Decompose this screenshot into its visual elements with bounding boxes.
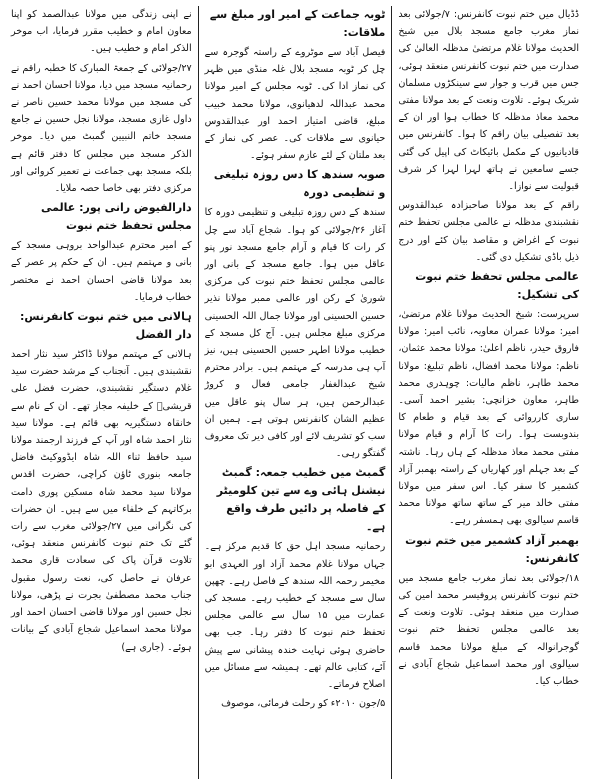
section-heading: ہالانی میں ختم نبوت کانفرنس: دار الفضل <box>20 310 192 342</box>
paragraph: ہالانی کے مہتمم مولانا ڈاکٹر سید نثار احمد نقشبندی ہیں۔ آنجناب کے مرشد حضرت سید غلام دستگیر نقشبندی، حضرت فضل علی قریشیؒ کے خلیفہ مجاز تھے۔ ان کے نام سے خانقاہ دستگیریہ بھی قائم ہے۔ مولانا سید نثار احمد شاہ اور آپ کے فرزند ارجمند مولانا سید حافظ ثناء اللہ شاہ ایڈووکیٹ فاضل جامعہ بنوری ٹاؤن کراچی، حضرت اقدس مولانا سید محمد شاہ مسکین پوری دامت برکاتہم کے خلفاء میں سے ہیں۔ ان حضرات کی نگرانی میں ۲۷/جولائی مغرب سے رات گئے تک ختم نبوت کانفرنس منعقد ہوئی، تلاوت قرآن پاک کی سعادت قاری محمد عرفان نے حاصل کی، نعت رسول مقبول جناب محمد مصطفیٰ بجرت نے پڑھی، مولانا نجل حسین اور مولانا قاضی احسان احمد اور مولانا محمد اسماعیل شجاع آبادی کے بیانات ہوئے۔ (جاری ہے) <box>10 349 192 653</box>
paragraph: ۵/جون ۲۰۱۰ء کو رحلت فرمائی، موصوف <box>221 698 386 710</box>
section-heading: ٹوبہ جماعت کے امیر اور مبلغ سے ملاقات: <box>209 8 386 39</box>
column-left <box>5 6 199 779</box>
paragraph: راقم کے بعد مولانا صاحبزادہ عبدالقدوس نقشبندی مدظلہ نے عالمی مجلس تحفظ ختم نبوت کے اغراض و مقاصد بیان کئے اور درج ذیل باڈی تشکیل دی گئی۔ <box>398 200 579 263</box>
section-heading: عالمی مجلس تحفظ ختم نبوت کی تشکیل: <box>415 270 579 302</box>
column-right <box>392 6 585 779</box>
section-heading: بھمبر آزاد کشمیر میں ختم نبوت کانفرنس: <box>405 533 579 565</box>
paragraph: سندھ کے دس روزہ تبلیغی و تنظیمی دورہ کا آغاز ۲۶/جولائی کو ہوا۔ شجاع آباد سے چل کر رات کا قیام و آرام جامع مسجد نور پنو عاقل میں ہوا۔ جامع مسجد کے بانی اور عالمی مجلس تحفظ ختم نبوت کی مرکزی شوریٰ کے رکن اور عالمی ممبر مولانا نذیر حسین الحسینی اور مولانا جمال اللہ الحسینی مرکزی مبلغ مجلس ہیں۔ آج کل مسجد کے خطیب مولانا اطہر حسین الحسینی ہیں، نیز آپ ہی مدرسہ کے مہتمم ہیں۔ برادر محترم شیخ عبدالغفار جامعی فعال و کروڑ عبدالرحمن ہیں، ہر سال پنو عاقل میں عظیم الشان کانفرنس ہوتی ہے۔ ہمیں ان سب کو تشریف لائے اور کافی دیر تک معروف گفتگو رہی۔ <box>204 207 386 460</box>
paragraph: نے اپنی زندگی میں مولانا عبدالصمد کو اپنا معاون امام و خطیب مقرر فرمایا، اب موخر الذکر امام و خطیب ہیں۔ <box>10 9 192 55</box>
section-heading: صوبہ سندھ کا دس روزہ تبلیغی و تنظیمی دورہ <box>213 168 386 200</box>
paragraph: ۲۷/جولائی کے جمعۃ المبارک کا خطبہ راقم نے رحمانیہ مسجد میں دیا، مولانا احسان احمد نے کی مسجد میں مولانا محمد حسین ناصر نے داول غازی مسجد، مولانا نجل حسین نے جامع مسجد خاتم النبیین گمبٹ میں دیا۔ موخر الذکر مسجد میں مجلس کا دفتر قائم ہے بلکہ مسجد بھی جماعت نے تعمیر کروائی اور مرکزی دفتر بھی خاصا حصہ ملایا۔ <box>10 62 192 195</box>
paragraph: ڈڈیال میں ختم نبوت کانفرنس: ۷/جولائی بعد نماز مغرب جامع مسجد بلال میں شیخ الحدیث مولانا غلام مرتضیٰ مدظلہ العالیٰ کی صدارت میں ختم نبوت کانفرنس منعقد ہوئی، جس میں قرب و جوار سے سینکڑوں مسلمان شریک ہوئے۔ تلاوت ونعت کے بعد مولانا مفتی محمد معاذ مدظلہ کا خطاب ہوا اور ان کے بعد تفصیلی بیان راقم کا ہوا۔ کانفرنس میں قادیانیوں کے مکمل بائیکاٹ کی اپیل کی گئی جسے سامعین نے ہاتھ لہرا لہرا کر شرف قبولیت سے نوازا۔ <box>398 9 579 193</box>
paragraph: سرپرست: شیخ الحدیث مولانا غلام مرتضیٰ، امیر: مولانا عمران معاویہ، نائب امیر: مولانا فاروق حیدر، ناظم اعلیٰ: مولانا محمد عثمان، ناظم: مولانا محمد افضال، ناظم تبلیغ: مولانا محمد طاہر، ناظم مالیات: چوہدری محمد طاہر، معاون خزانچی: بشیر احمد آسی۔ ساری کارروائی کے بعد قیام و طعام کا بندوبست ہوا۔ رات کا آرام و قیام مولانا مفتی محمد معاذ مدظلہ کے ہاں رہا۔ ناشتہ کے بعد جہلم اور کھاریاں کے راستہ بھمبر آزاد کشمیر کا سفر کیا۔ اس سفر میں مولانا مفتی خالد میر کے ساتھ ساتھ مولانا محمد قاسم سیالوی بھی ہمسفر رہے۔ <box>398 309 579 527</box>
paragraph: رحمانیہ مسجد اہل حق کا قدیم مرکز ہے۔ جہاں مولانا غلام محمد آزاد اور العہدی ابو مخیمر رحمہ اللہ سندھ کے فاصل رہے۔ چھپن سال سے مسجد کے خطیب رہے۔ مسجد کی عمارت میں ۱۵ سال سے عالمی مجلس تحفظ ختم نبوت کا دفتر رہا۔ جب بھی حاضری ہوئی نہایت خندہ پیشانی سے پیش آئے، کتابی عالم تھے۔ ہمیشہ سے مسائل میں اصلاح فرماتے۔ <box>204 541 386 691</box>
column-middle <box>199 6 393 779</box>
paragraph: کے امیر محترم عبدالواحد بروہی مسجد کے بانی و مہتمم ہیں۔ ان کے حکم پر عصر کے بعد مولانا قاضی احسان احمد نے مختصر خطاب فرمایا۔ <box>10 240 192 303</box>
section-heading: دارالفیوض رانی پور: عالمی مجلس تحفظ ختم نبوت <box>41 201 192 233</box>
paragraph: ۱۸/جولائی بعد نماز مغرب جامع مسجد میں ختم نبوت کانفرنس پروفیسر محمد امین کی صدارت میں منعقد ہوئی۔ تلاوت ونعت کے بعد عالمی مجلس تحفظ ختم نبوت گوجرانوالہ کے مبلغ مولانا محمد قاسم سیالوی اور محمد اسماعیل شجاع آبادی نے خطاب کیا۔ <box>398 572 579 687</box>
paragraph: فیصل آباد سے موٹروے کے راستہ گوجرہ سے چل کر ٹوبہ مسجد بلال غلہ منڈی میں ظہر کی نماز ادا کی۔ ٹوبہ مجلس کے امیر مولانا محمد عبداللہ لدھیانوی، مولانا محمد خبیب مبلغ، قاضی امتیاز احمد اور عبدالقدوس حیانوی سے ملاقات کی۔ عصر کی نماز کے بعد ملتان کے لئے عازم سفر ہوئے۔ <box>204 47 386 162</box>
section-heading: گمبٹ میں خطیب جمعہ: گمبٹ نیشنل ہائی وے سے تین کلومیٹر کے فاصلہ پر دائیں طرف واقع ہے۔ <box>216 466 386 534</box>
